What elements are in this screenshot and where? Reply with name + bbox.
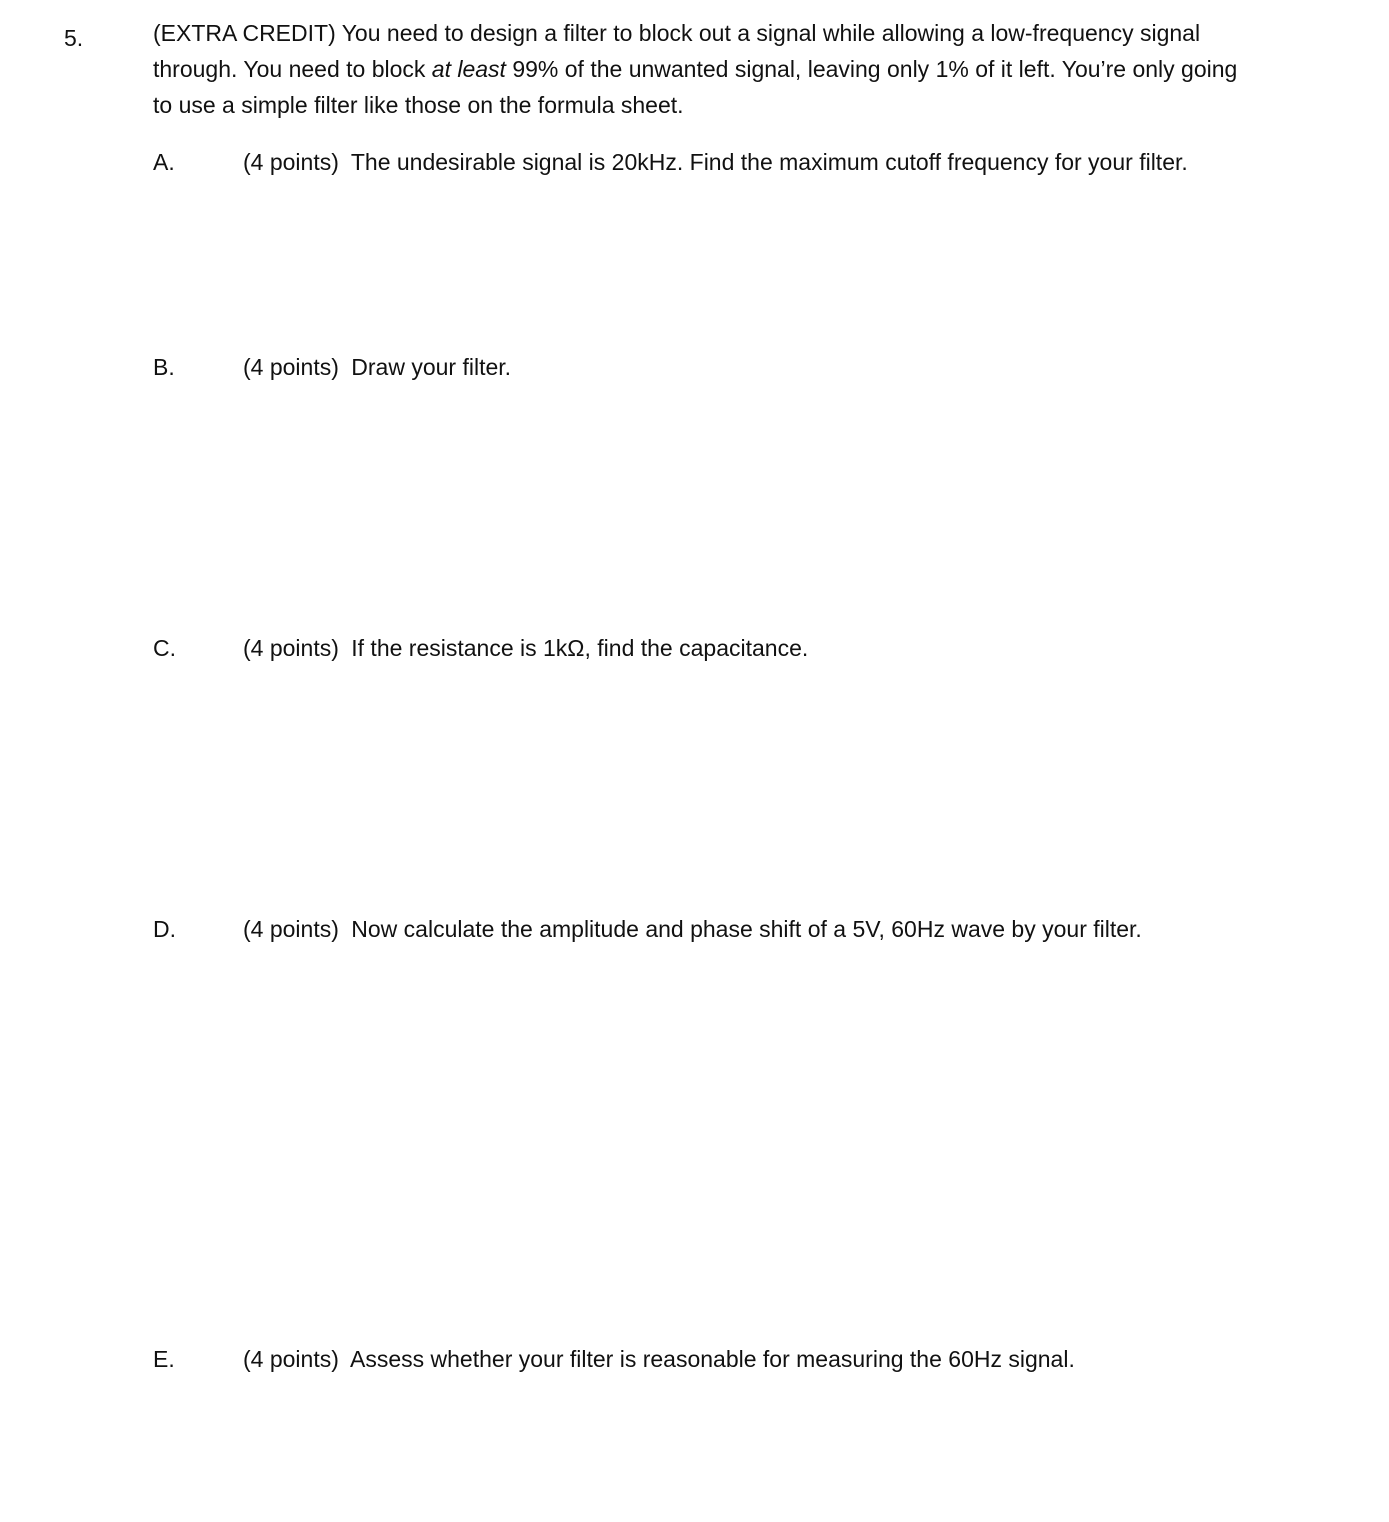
part-points: (4 points) bbox=[243, 1346, 339, 1372]
question-intro-text-1: (EXTRA CREDIT) You need to design a filter to block out a signal while allowing a low-frequency signal through. You need to block bbox=[153, 20, 1201, 82]
part-prompt bbox=[243, 349, 1243, 385]
part-text: Draw your filter. bbox=[351, 354, 512, 380]
part-letter: C. bbox=[153, 635, 176, 661]
part-letter: A. bbox=[153, 149, 175, 175]
answer-space-a[interactable] bbox=[243, 220, 1243, 340]
part-prompt bbox=[243, 1341, 1243, 1377]
part-text: Now calculate the amplitude and phase shift of a 5V, 60Hz wave by your filter. bbox=[351, 916, 1142, 942]
part-points: (4 points) bbox=[243, 635, 339, 661]
part-letter: B. bbox=[153, 354, 175, 380]
part-prompt bbox=[243, 630, 1243, 666]
part-letter: E. bbox=[153, 1346, 175, 1372]
question-number: 5. bbox=[64, 25, 84, 51]
question-intro bbox=[153, 15, 1243, 123]
answer-space-c[interactable] bbox=[243, 676, 1243, 896]
part-points: (4 points) bbox=[243, 354, 339, 380]
part-prompt bbox=[243, 911, 1243, 947]
part-text: The undesirable signal is 20kHz. Find the maximum cutoff frequency for your filter. bbox=[350, 149, 1188, 175]
answer-space-d[interactable] bbox=[243, 990, 1243, 1320]
part-points: (4 points) bbox=[243, 916, 339, 942]
part-points: (4 points) bbox=[243, 149, 339, 175]
question-intro-text-2: 99% of the unwanted signal, leaving only 1% of it left. You’re only going to use a simple filter like those on the formula sheet. bbox=[153, 56, 1238, 118]
answer-space-b[interactable] bbox=[243, 395, 1243, 615]
answer-space-e[interactable] bbox=[243, 1390, 1243, 1510]
part-text: If the resistance is 1kΩ, find the capacitance. bbox=[351, 635, 809, 661]
question-intro-emphasis: at least bbox=[431, 56, 506, 82]
part-text: Assess whether your filter is reasonable for measuring the 60Hz signal. bbox=[350, 1346, 1075, 1372]
part-prompt bbox=[243, 144, 1243, 180]
part-letter: D. bbox=[153, 916, 176, 942]
